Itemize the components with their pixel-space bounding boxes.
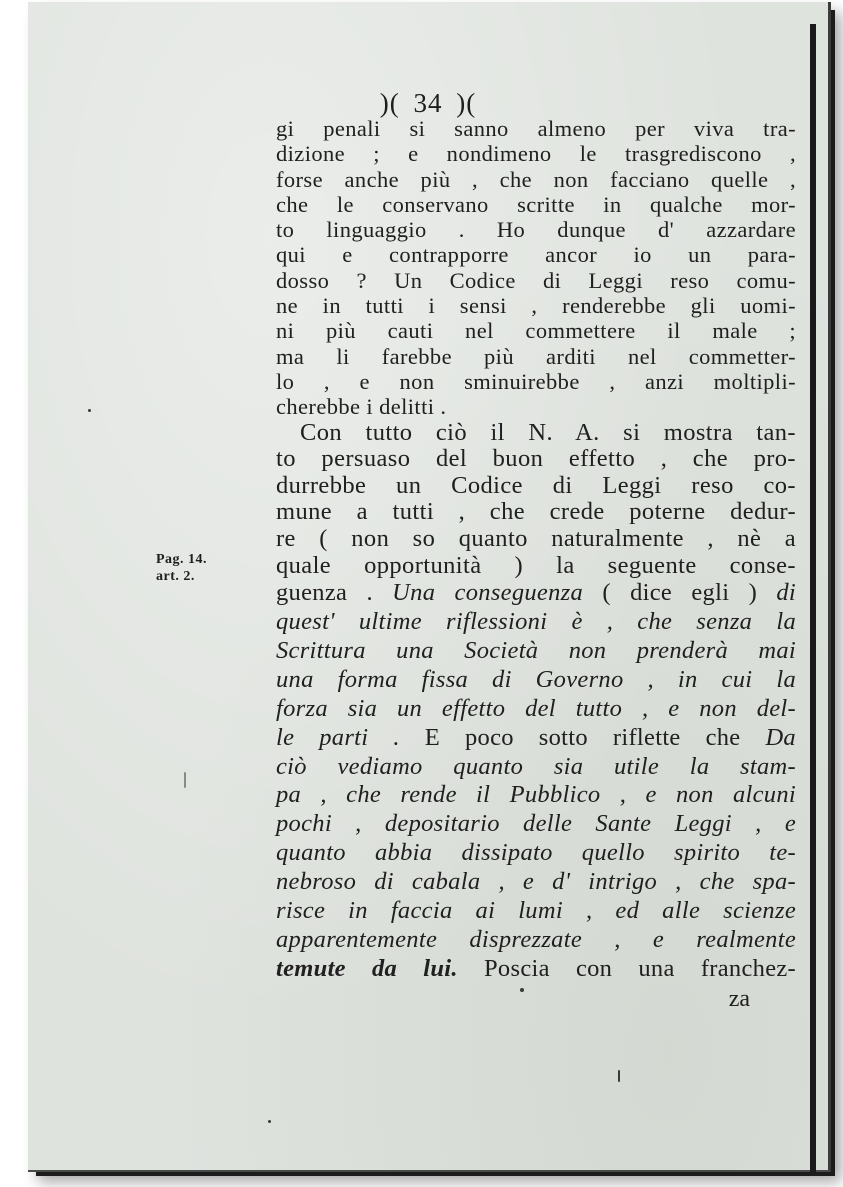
roman-run: ( dice egli ) xyxy=(583,579,777,607)
text-line: cherebbe i delitti . xyxy=(276,394,447,420)
scan-speck xyxy=(520,988,524,992)
head-ornament-right: )( xyxy=(456,88,477,118)
body-text xyxy=(276,116,796,1014)
margin-note xyxy=(156,551,207,585)
page-edge-shadow xyxy=(810,24,816,1174)
text-line: ni più cauti nel commettere il male ; xyxy=(276,318,796,344)
italic-line: forza sia un effetto del tutto , e non del- xyxy=(276,694,796,722)
roman-run: guenza . xyxy=(276,579,393,607)
italic-line: una forma fissa di Governo , in cui la xyxy=(276,665,796,693)
text-line xyxy=(276,955,796,984)
roman-run: Poscia con una franchez- xyxy=(457,954,796,982)
running-head xyxy=(28,88,828,119)
italic-line: apparentemente disprezzate , e realmente xyxy=(276,926,796,953)
paper-sheet xyxy=(28,2,831,1172)
italic-run: le parti . xyxy=(276,723,400,751)
text-line: dizione ; e nondimeno le trasgrediscono , xyxy=(276,141,796,167)
text-line: durrebbe un Codice di Leggi reso co- xyxy=(276,471,796,499)
scan-speck xyxy=(184,772,186,788)
margin-note-page: Pag. 14. xyxy=(156,552,208,567)
roman-run: E poco sotto riflette che xyxy=(399,723,766,751)
italic-line: quest' ultime riflessioni è , che senza la xyxy=(276,608,796,636)
text-line: gi penali si sanno almeno per viva tra- xyxy=(276,116,796,141)
text-line: dosso ? Un Codice di Leggi reso comu- xyxy=(276,267,796,293)
text-line: to linguaggio . Ho dunque d' azzardare xyxy=(276,217,796,243)
scan-speck xyxy=(88,409,91,412)
text-line xyxy=(276,579,796,608)
text-line: qui e contrapporre ancor io un para- xyxy=(276,242,796,268)
text-line: Con tutto ciò il N. A. si mostra tan- xyxy=(300,418,796,446)
text-line: forse anche più , che non facciano quelle , xyxy=(276,166,796,192)
italic-run: Da xyxy=(765,723,796,751)
text-line: ne in tutti i sensi , renderebbe gli uomi- xyxy=(276,293,796,319)
italic-line: pochi , depositario delle Sante Leggi , e xyxy=(276,810,796,838)
paragraph-3 xyxy=(276,579,796,984)
italic-line: nebroso di cabala , e d' intrigo , che spa- xyxy=(276,868,796,896)
text-line: to persuaso del buon effetto , che pro- xyxy=(276,445,796,473)
italic-line: pa , che rende il Pubblico , e non alcuni xyxy=(276,781,796,809)
italic-line: quanto abbia dissipato quello spirito te- xyxy=(276,839,796,867)
margin-note-article: art. 2. xyxy=(156,569,195,584)
text-line: lo , e non sminuirebbe , anzi moltipli- xyxy=(276,368,796,394)
text-line: re ( non so quanto naturalmente , nè a xyxy=(276,524,796,552)
text-line: che le conservano scritte in qualche mor- xyxy=(276,191,796,217)
text-line: mune a tutti , che crede poterne dedur- xyxy=(276,498,796,526)
page-number: 34 xyxy=(413,88,443,118)
paragraph-2 xyxy=(276,420,796,580)
italic-line: risce in faccia ai lumi , ed alle scienze xyxy=(276,897,796,925)
italic-run: Una conseguenza xyxy=(392,579,584,607)
paragraph-1 xyxy=(276,116,796,420)
italic-run: temute da lui. xyxy=(276,954,458,982)
italic-line: Scrittura una Società non prenderà mai xyxy=(276,636,796,664)
italic-line: ciò vediamo quanto sia utile la stam- xyxy=(276,752,796,780)
scan-speck xyxy=(618,1070,620,1082)
italic-run: di xyxy=(776,579,796,607)
text-line xyxy=(276,724,796,753)
head-ornament-left: )( xyxy=(379,88,400,118)
catchword: za xyxy=(728,985,750,1012)
scan-speck xyxy=(268,1120,271,1123)
text-line: quale opportunità ) la seguente conse- xyxy=(276,551,796,579)
text-line: ma li farebbe più arditi nel commetter- xyxy=(276,343,796,369)
